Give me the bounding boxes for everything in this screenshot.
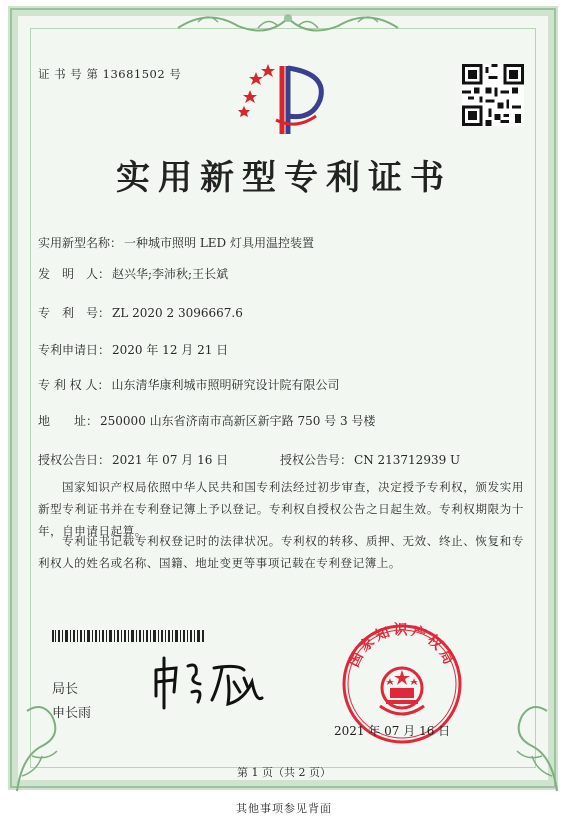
certificate-number-suffix: 号 [169,67,182,81]
filing-date-value: 2020 年 12 月 21 日 [112,343,229,357]
grant-number-row [280,451,460,468]
inventor-value: 赵兴华;李沛秋;王长斌 [112,267,229,281]
top-ornament-icon [168,8,408,36]
utility-model-name-label: 实用新型名称： [38,236,123,250]
bottom-right-ornament-icon [502,696,562,796]
director-title: 局长 [52,682,79,697]
certificate-title: 实用新型专利证书 [116,158,452,198]
svg-text:国家知识产权局 [345,622,457,670]
inventor-label: 发 明 人： [38,267,111,281]
grant-number-value: CN 213712939 U [354,453,461,467]
barcode-icon [52,630,204,642]
utility-model-name-row [38,234,314,251]
cnipa-logo-icon [236,60,332,138]
grant-number-label: 授权公告号： [280,453,353,467]
patentee-row [38,376,339,393]
grant-date-value: 2021 年 07 月 16 日 [112,453,229,467]
signature-icon [148,652,268,712]
director-name: 申长雨 [52,706,92,721]
patent-number-label: 专 利 号： [38,306,111,320]
patent-number-value: ZL 2020 2 3096667.6 [112,306,243,320]
address-label: 地 址： [38,414,99,428]
seal-date: 2021 年 07 月 16 日 [334,724,451,738]
patentee-value: 山东清华康利城市照明研究设计院有限公司 [111,378,340,392]
filing-date-row [38,341,228,358]
grant-date-row [38,451,228,468]
seal-text: 国家知识产权局 [346,622,458,670]
body-paragraph-1: 国家知识产权局依照中华人民共和国专利法经过初步审查，决定授予专利权，颁发实用新型专利证书并在专利登记簿上予以登记。专利权自授权公告之日起生效。专利权期限为十年，自申请日起算。 [38,480,524,538]
utility-model-name-value: 一种城市照明 LED 灯具用温控装置 [124,236,314,250]
certificate-number-label: 证 书 号 第 [38,67,99,81]
address-row [38,412,375,429]
inventor-row [38,265,228,282]
filing-date-label: 专利申请日： [38,343,111,357]
grant-date-label: 授权公告日： [38,453,111,467]
body-paragraph-2: 专利证书记载专利权登记时的法律状况。专利权的转移、质押、无效、终止、恢复和专利权人的姓名或名称、国籍、地址变更等事项记载在专利登记簿上。 [38,534,524,570]
qr-code-icon [462,64,524,126]
patent-number-row [38,304,243,321]
certificate-number-value: 13681502 [102,67,166,81]
certificate-number [38,66,181,82]
page-number: 第 1 页（共 2 页） [237,766,331,779]
patentee-label: 专 利 权 人： [38,378,110,392]
address-value: 250000 山东省济南市高新区新宇路 750 号 3 号楼 [100,414,376,428]
footer-note: 其他事项参见背面 [236,802,332,815]
